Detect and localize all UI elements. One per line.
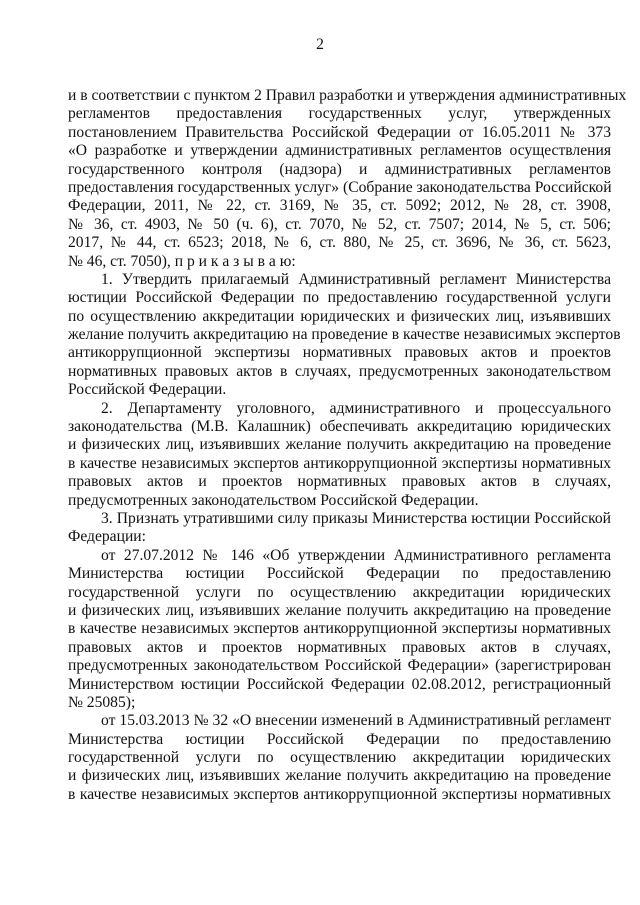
text-line: 2. Департаменту уголовного, административного и процессуального [101, 399, 611, 417]
text-line: антикоррупционной экспертизы нормативных правовых актов и проектов [68, 344, 611, 362]
text-line: законодательства (М.В. Калашник) обеспечивать аккредитацию юридических [68, 418, 611, 436]
text-line: государственной услуги по осуществлению аккредитации юридических [68, 749, 611, 767]
text-line: правовых актов и проектов нормативных правовых актов в случаях, [68, 473, 611, 491]
text-line: юстиции Российской Федерации по предоставлению государственной услуги [68, 289, 611, 307]
text-line: желание получить аккредитацию на проведение в качестве независимых экспертов [68, 326, 621, 344]
text-line: 3. Признать утратившими силу приказы Министерства юстиции Российской [101, 509, 611, 527]
paragraph [68, 547, 611, 713]
paragraph [68, 712, 611, 804]
text-line: и физических лиц, изъявивших желание получить аккредитацию на проведение [68, 436, 611, 454]
document-body [68, 87, 627, 804]
text-line: и в соответствии с пунктом 2 Правил разработки и утверждения административных [68, 87, 627, 104]
text-line: Министерством юстиции Российской Федерации 02.08.2012, регистрационный [68, 675, 611, 693]
paragraph [68, 270, 621, 400]
text-line: предусмотренных законодательством Российской Федерации» (зарегистрирован [68, 657, 611, 675]
paragraph [68, 510, 611, 547]
text-line: от 15.03.2013 № 32 «О внесении изменений в Административный регламент [101, 712, 611, 730]
text-line: от 27.07.2012 № 146 «Об утверждении Административного регламента [101, 546, 611, 564]
text-line: регламентов предоставления государственных услуг, утвержденных [68, 105, 611, 123]
text-line: в качестве независимых экспертов антикоррупционной экспертизы нормативных [68, 454, 611, 472]
text-line: и физических лиц, изъявивших желание получить аккредитацию на проведение [68, 601, 611, 619]
text-line: Федерации, 2011, № 22, ст. 3169, № 35, ст. 5092; 2012, № 28, ст. 3908, [68, 197, 611, 215]
text-line: правовых актов и проектов нормативных правовых актов в случаях, [68, 638, 611, 656]
text-line: 2017, № 44, ст. 6523; 2018, № 6, ст. 880, № 25, ст. 3696, № 36, ст. 5623, [68, 234, 611, 252]
text-line: Министерства юстиции Российской Федерации по предоставлению [68, 730, 611, 748]
text-line: № 25085); [68, 693, 136, 711]
text-line: предусмотренных законодательством Российской Федерации. [68, 491, 479, 509]
text-line: по осуществлению аккредитации юридических и физических лиц, изъявивших [68, 307, 611, 325]
text-line: предоставления государственных услуг» (Собрание законодательства Российской [68, 178, 612, 196]
paragraph [68, 400, 611, 510]
text-line: Федерации: [68, 528, 146, 546]
text-line: «О разработке и утверждении административных регламентов осуществления [68, 142, 611, 160]
text-line: в качестве независимых экспертов антикоррупционной экспертизы нормативных [68, 785, 611, 803]
text-line: Министерства юстиции Российской Федерации по предоставлению [68, 565, 611, 583]
text-line: государственной услуги по осуществлению аккредитации юридических [68, 583, 611, 601]
text-line: в качестве независимых экспертов антикоррупционной экспертизы нормативных [68, 620, 611, 638]
text-line: и физических лиц, изъявивших желание получить аккредитацию на проведение [68, 767, 611, 785]
text-line: нормативных правовых актов в случаях, предусмотренных законодательством [68, 362, 611, 380]
text-line: № 36, ст. 4903, № 50 (ч. 6), ст. 7070, № 52, ст. 7507; 2014, № 5, ст. 506; [68, 215, 611, 233]
text-line: государственного контроля (надзора) и административных регламентов [68, 160, 611, 178]
text-line: № 46, ст. 7050), п р и к а з ы в а ю: [68, 252, 296, 270]
text-line: постановлением Правительства Российской Федерации от 16.05.2011 № 373 [68, 123, 611, 141]
page-number: 2 [316, 36, 324, 53]
text-line: 1. Утвердить прилагаемый Административный регламент Министерства [101, 270, 611, 288]
text-line: Российской Федерации. [68, 381, 227, 399]
paragraph [68, 87, 627, 271]
